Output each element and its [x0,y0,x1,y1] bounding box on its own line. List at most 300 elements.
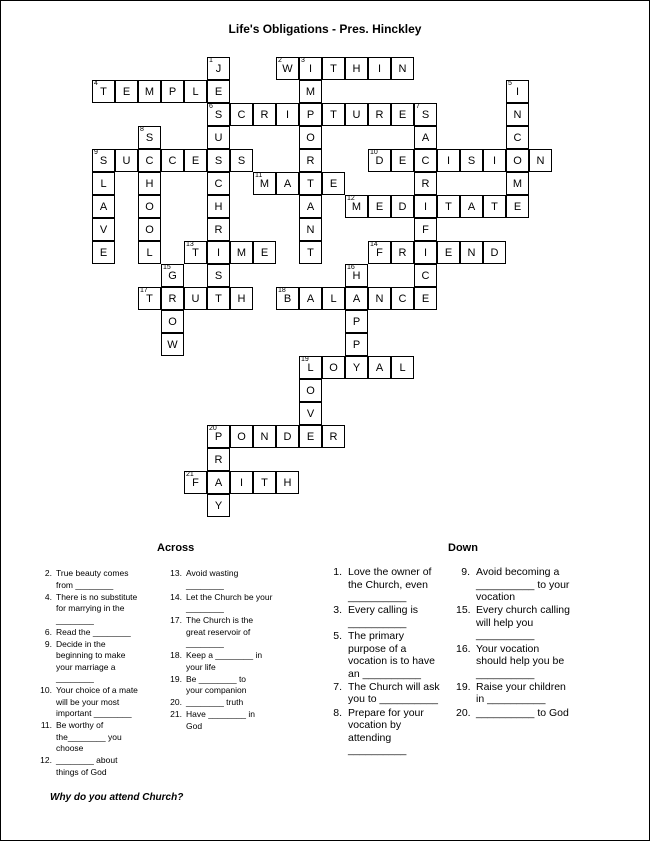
across-heading: Across [157,542,195,554]
clue-text-line: Love the owner of [348,566,432,578]
grid-cell [230,287,253,310]
cell-letter: I [423,247,428,259]
cell-letter: S [99,155,108,167]
grid-cell [414,103,437,126]
cell-letter: R [375,109,384,121]
grid-cell [345,103,368,126]
clue-number: 20. [456,706,471,719]
cell-letter: S [421,109,430,121]
grid-cell [368,241,391,264]
down-heading: Down [448,542,478,554]
grid-cell [322,103,345,126]
clue-text-line: things of God [56,766,107,777]
clue-number: 3. [333,604,342,617]
cell-letter: I [239,477,244,489]
grid-cell [230,103,253,126]
clue-number: 12 [347,195,355,202]
grid-cell [207,218,230,241]
grid-cell [115,80,138,103]
cell-letter: D [398,201,407,213]
clue-text-line: ________ truth [186,697,244,707]
cell-letter: H [145,178,154,190]
cell-letter: U [191,293,200,305]
clue-number: 3 [301,57,305,64]
cell-letter: V [306,408,315,420]
clue-text-line: Every church calling [476,604,570,617]
grid-cell [368,195,391,218]
cell-letter: R [214,454,223,466]
cell-letter: C [421,270,430,282]
grid-cell [345,287,368,310]
grid-cell [460,149,483,172]
cell-letter: T [307,247,314,259]
clue-text-line: for marrying in the [56,603,125,613]
grid-cell [207,126,230,149]
grid-cell [299,218,322,241]
clue-number: 11 [255,172,263,179]
cell-letter: H [237,293,246,305]
clue-number: 2 [278,57,282,64]
cell-letter: M [305,86,316,98]
cell-letter: G [168,270,177,282]
clue-text-line: your life [186,661,216,672]
cell-letter: T [215,293,222,305]
cell-letter: S [214,270,223,282]
cell-letter: M [144,86,155,98]
clue-text-line: __________ [476,629,535,642]
cell-letter: J [215,63,222,75]
clue-number: 5 [508,80,512,87]
clue-number: 17 [140,287,148,294]
clue-number: 4. [44,591,52,602]
grid-cell [345,57,368,80]
cell-letter: A [306,293,315,305]
clue-number: 10 [370,149,378,156]
cell-letter: R [260,109,269,121]
grid-cell [92,195,115,218]
grid-cell [115,149,138,172]
cell-letter: C [214,178,223,190]
clue-number: 6 [209,103,213,110]
clue-text-line: __________ [348,591,407,604]
grid-cell [506,172,529,195]
grid-cell [483,241,506,264]
clue-number: 8. [333,706,342,719]
clue-number: 9 [94,149,98,156]
clue-number: 18. [170,650,182,660]
grid-cell [322,425,345,448]
cell-letter: P [352,316,361,328]
clue-number: 2. [44,568,52,578]
cell-letter: O [145,224,154,236]
reflection-question: Why do you attend Church? [50,792,184,803]
grid-cell [368,287,391,310]
grid-cell [506,80,529,103]
cell-letter: R [306,155,315,167]
cell-letter: B [283,293,292,305]
cell-letter: P [214,431,223,443]
grid-cell [322,356,345,379]
cell-letter: E [513,201,522,213]
grid-cell [299,241,322,264]
cell-letter: H [352,63,361,75]
cell-letter: H [352,270,361,282]
grid-cell [230,425,253,448]
grid-cell [161,310,184,333]
grid-cell [184,241,207,264]
clue-text-line: ________ [56,614,94,625]
cell-letter: H [214,201,223,213]
grid-cell [322,57,345,80]
clue-number: 9. [461,566,470,578]
clue-text-line: True beauty comes [56,568,129,578]
grid-cell [299,356,322,379]
grid-cell [276,57,299,80]
grid-cell [92,218,115,241]
grid-cell [437,241,460,264]
grid-cell [184,80,207,103]
grid-cell [276,172,299,195]
cell-letter: N [260,431,269,443]
clue-text-line: ________ [56,673,94,683]
cell-letter: L [307,362,314,374]
clue-number: 8 [140,126,144,133]
clue-text-line: The Church is the [186,615,254,625]
cell-letter: N [536,155,545,167]
cell-letter: F [192,477,199,489]
cell-letter: V [99,224,108,236]
cell-letter: T [261,477,268,489]
cell-letter: A [214,477,223,489]
grid-cell [460,195,483,218]
grid-cell [138,241,161,264]
clue-text-line: an __________ [348,667,421,680]
grid-cell [345,195,368,218]
cell-letter: A [352,293,361,305]
clue-text-line: your companion [186,685,247,695]
cell-letter: T [491,201,498,213]
cell-letter: A [306,201,315,213]
grid-cell [299,425,322,448]
grid-cell [506,126,529,149]
cell-letter: C [421,155,430,167]
clue-number: 1 [209,57,213,64]
clue-text-line: will help you [476,616,534,629]
clue-text-line: Every calling is [348,604,419,617]
clue-text-line: the Church, even [348,578,428,591]
grid-cell [368,149,391,172]
clue-number: 7. [333,680,342,693]
clue-text-line: ________ [186,638,224,648]
cell-letter: I [515,86,520,98]
clue-text-line: Let the Church be your [186,591,273,602]
grid-cell [368,103,391,126]
grid-cell [138,149,161,172]
grid-cell [207,241,230,264]
clue-text-line: Your choice of a mate [56,685,138,695]
cell-letter: M [236,247,247,259]
clue-number: 17. [170,615,182,625]
grid-cell [138,287,161,310]
grid-cell [276,425,299,448]
cell-letter: N [398,63,407,75]
cell-letter: E [214,86,223,98]
cell-letter: E [329,178,338,190]
clue-number: 19 [301,356,309,363]
grid-cell [161,287,184,310]
grid-cell [161,80,184,103]
cell-letter: U [352,109,361,121]
grid-cell [322,287,345,310]
clue-number: 14 [370,241,378,248]
cell-letter: O [168,316,177,328]
cell-letter: C [513,132,522,144]
clue-text-line: Avoid wasting [186,568,239,578]
cell-letter: O [306,132,315,144]
grid-cell [207,80,230,103]
grid-cell [391,195,414,218]
grid-cell [414,126,437,149]
cell-letter: U [122,155,131,167]
cell-letter: N [513,109,522,121]
cell-letter: A [467,201,476,213]
cell-letter: I [377,63,382,75]
clue-number: 11. [40,720,52,730]
grid-cell [506,149,529,172]
grid-cell [414,287,437,310]
cell-letter: E [306,431,315,443]
clue-text-line: your marriage a [56,661,116,672]
grid-cell [161,149,184,172]
grid-cell [230,149,253,172]
clue-text-line: Have ________ in [186,709,256,719]
grid-cell [414,218,437,241]
grid-cell [138,172,161,195]
grid-cell [92,241,115,264]
grid-cell [391,287,414,310]
cell-letter: H [283,477,292,489]
cell-letter: S [467,155,476,167]
cell-letter: E [398,155,407,167]
cell-letter: C [145,155,154,167]
grid-cell [276,103,299,126]
clue-text-line: The primary [348,630,405,642]
cell-letter: R [398,247,407,259]
cell-letter: W [282,63,293,75]
cell-letter: T [146,293,153,305]
cell-letter: D [283,431,292,443]
cell-letter: Y [214,500,223,512]
clue-number: 6. [44,626,52,637]
cell-letter: E [421,293,430,305]
clue-text-line: Raise your children [476,680,566,693]
grid-cell [253,425,276,448]
grid-cell [345,264,368,287]
grid-cell [391,57,414,80]
grid-cell [437,195,460,218]
grid-cell [253,241,276,264]
clue-number: 21. [170,709,182,719]
cell-letter: O [513,155,522,167]
grid-cell [345,310,368,333]
cell-letter: O [145,201,154,213]
grid-cell [460,241,483,264]
cell-letter: S [214,109,223,121]
clue-text-line: Keep a ________ in [186,650,263,660]
cell-letter: F [376,247,383,259]
grid-cell [345,333,368,356]
cell-letter: T [330,109,337,121]
cell-letter: O [329,362,338,374]
clue-text-line: from ________ [56,579,114,590]
grid-cell [207,494,230,517]
grid-cell [207,425,230,448]
cell-letter: L [192,86,199,98]
clue-number: 20 [209,425,217,432]
grid-cell [207,287,230,310]
clue-number: 13. [170,568,182,578]
grid-cell [276,471,299,494]
clue-text-line: ________ [186,579,224,590]
grid-cell [184,287,207,310]
clue-number: 16 [347,264,355,271]
grid-cell [506,103,529,126]
grid-cell [414,264,437,287]
clue-text-line: beginning to make [56,650,126,660]
cell-letter: E [260,247,269,259]
clue-number: 12. [40,755,52,765]
cell-letter: I [492,155,497,167]
clue-text-line: vocation [476,591,516,604]
cell-letter: D [490,247,499,259]
cell-letter: P [352,339,361,351]
cell-letter: I [216,247,221,259]
clue-text-line: __________ to your [476,578,570,591]
clue-text-line: There is no substitute [56,591,138,602]
cell-letter: M [351,201,362,213]
grid-cell [207,195,230,218]
clue-text-line: you to __________ [348,693,438,706]
grid-cell [391,103,414,126]
cell-letter: S [214,155,223,167]
cell-letter: D [375,155,384,167]
cell-letter: A [99,201,108,213]
cell-letter: P [306,109,315,121]
cell-letter: T [445,201,452,213]
cell-letter: E [191,155,200,167]
cell-letter: E [398,109,407,121]
grid-cell [230,471,253,494]
cell-letter: R [214,224,223,236]
grid-cell [368,356,391,379]
cell-letter: C [237,109,246,121]
clue-text-line: Your vocation [476,642,540,655]
grid-cell [161,264,184,287]
grid-cell [414,172,437,195]
page-title: Life's Obligations - Pres. Hinckley [228,22,422,36]
cell-letter: T [192,247,199,259]
cell-letter: U [214,132,223,144]
clue-text-line: Read the ________ [56,626,131,637]
grid-cell [391,241,414,264]
cell-letter: T [330,63,337,75]
clue-text-line: __________ [476,667,535,680]
clue-text-line: purpose of a [348,642,407,655]
grid-cell [345,356,368,379]
cell-letter: S [237,155,246,167]
clue-text-line: __________ [348,744,407,757]
clue-number: 19. [456,680,471,693]
cell-letter: A [421,132,430,144]
grid-cell [92,80,115,103]
clue-text-line: Be ________ to [186,673,247,684]
grid-cell [184,471,207,494]
grid-cell [299,80,322,103]
clue-text-line: attending [348,731,392,744]
clue-text-line: in __________ [476,693,546,706]
cell-letter: I [308,63,313,75]
clue-number: 9. [44,638,52,649]
clue-number: 21 [186,471,194,478]
grid-cell [138,195,161,218]
cell-letter: E [99,247,108,259]
clue-text-line: vocation by [348,719,402,732]
clue-text-line: vocation is to have [348,655,435,668]
cell-letter: N [306,224,315,236]
cell-letter: L [100,178,107,190]
cell-letter: R [329,431,338,443]
grid-cell [92,172,115,195]
cell-letter: O [237,431,246,443]
clue-text-line: __________ to God [476,706,569,719]
grid-cell [207,103,230,126]
cell-letter: W [167,339,178,351]
clue-number: 20. [170,697,182,707]
cell-letter: Y [352,362,361,374]
cell-letter: A [375,362,384,374]
clue-text-line: should help you be [476,655,565,668]
cell-letter: T [307,178,314,190]
grid-cell [253,471,276,494]
cell-letter: C [168,155,177,167]
clue-number: 15 [163,264,171,271]
grid-cell [391,149,414,172]
grid-cell [138,126,161,149]
clue-text-line: great reservoir of [186,626,251,637]
grid-cell [299,57,322,80]
grid-cell [299,103,322,126]
cell-letter: A [283,178,292,190]
grid-cell [368,57,391,80]
grid-cell [138,218,161,241]
grid-cell [207,448,230,471]
grid-cell [483,195,506,218]
clue-text-line: __________ [348,616,407,629]
grid-cell [299,379,322,402]
clue-text-line: will be your most [56,696,120,707]
clue-text-line: important ________ [56,708,132,718]
grid-cell [276,287,299,310]
grid-cell [529,149,552,172]
grid-cell [483,149,506,172]
cell-letter: L [399,362,406,374]
cell-letter: F [422,224,429,236]
clue-number: 14. [170,591,182,602]
cell-letter: I [446,155,451,167]
grid-cell [184,149,207,172]
clue-text-line: ________ about [56,755,118,765]
grid-cell [414,195,437,218]
